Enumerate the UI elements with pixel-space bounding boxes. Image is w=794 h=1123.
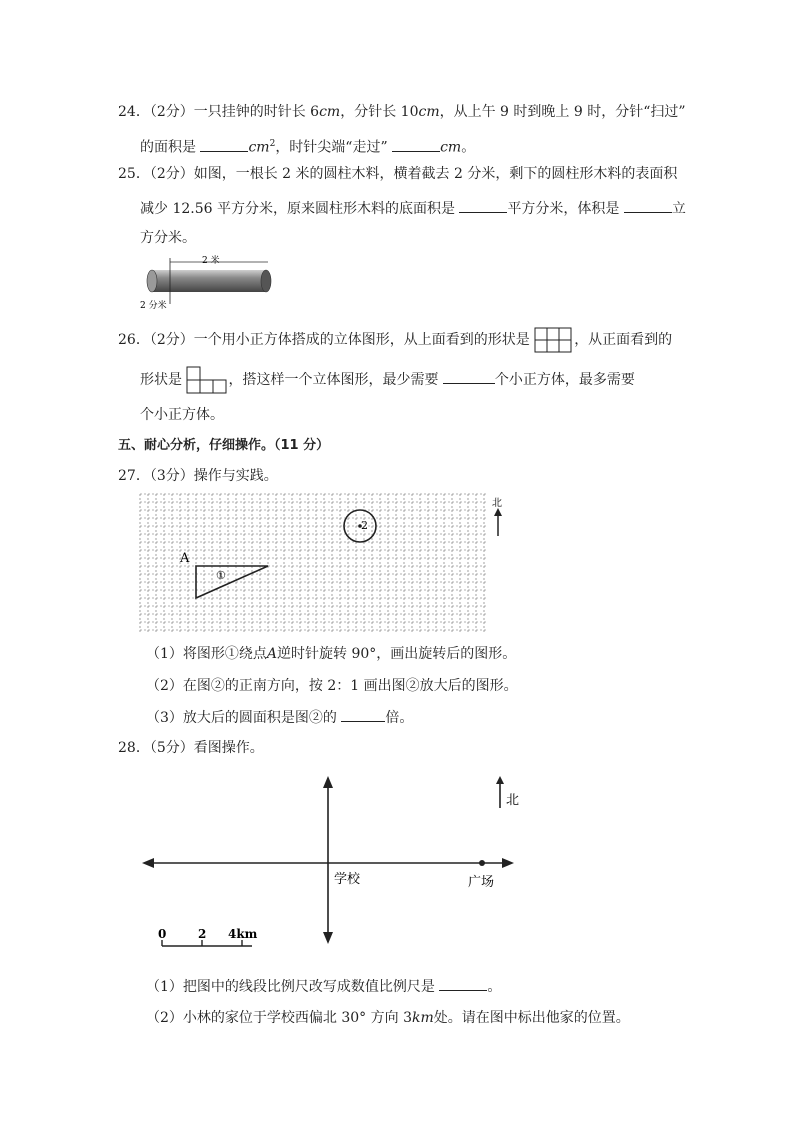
q25-line2: 减少 12.56 平方分米，原来圆柱形木料的底面积是 平方分米，体积是 立 xyxy=(140,198,686,219)
q27-step1: （1）将图形①绕点A逆时针旋转 90°，画出旋转后的图形。 xyxy=(146,646,517,662)
cylinder-right-end xyxy=(261,270,271,292)
top-view-icon xyxy=(534,327,574,353)
front-view-icon xyxy=(186,366,228,394)
answer-blank[interactable] xyxy=(341,707,385,722)
cylinder-left-end xyxy=(147,270,157,292)
q26-line1: 26．（2分）一个用小正方体搭成的立体图形，从上面看到的形状是 ，从正面看到的 xyxy=(118,327,672,353)
q28-step2: （2）小林的家位于学校西偏北 30° 方向 3km处。请在图中标出他家的位置。 xyxy=(146,1010,630,1026)
map-figure xyxy=(140,768,526,960)
grid-figure xyxy=(140,494,500,636)
answer-blank[interactable] xyxy=(439,976,487,991)
north-arrow-icon xyxy=(496,776,504,784)
q25-line3: 方分米。 xyxy=(140,230,196,246)
scale-label-0: 0 xyxy=(158,927,167,941)
q26-line2: 形状是 ，搭这样一个立体图形，最少需要 个小正方体，最多需要 xyxy=(140,366,635,394)
label-2m: 2 米 xyxy=(202,256,220,266)
answer-blank[interactable] xyxy=(459,198,507,213)
answer-blank[interactable] xyxy=(624,198,672,213)
point-a-label: A xyxy=(180,551,190,566)
square-point xyxy=(479,860,485,866)
q28-title: 28．（5分）看图操作。 xyxy=(118,740,264,756)
scale-label-2: 2 xyxy=(198,927,207,941)
cylinder-figure xyxy=(140,252,280,312)
q24-line1: 24．（2分）一只挂钟的时针长 6cm，分针长 10cm，从上午 9 时到晚上 9 时，分针“扫过” xyxy=(118,104,686,120)
school-label: 学校 xyxy=(334,872,361,887)
square-label: 广场 xyxy=(468,875,495,890)
section-title: 五、耐心分析，仔细操作。（11 分） xyxy=(118,438,330,453)
north-axis-arrow-icon xyxy=(323,776,333,788)
north-arrow-icon xyxy=(494,508,502,516)
east-arrow-icon xyxy=(502,858,514,868)
north-label: 北 xyxy=(492,498,502,509)
answer-blank[interactable] xyxy=(392,137,440,152)
north-label: 北 xyxy=(506,793,520,808)
q25-line1: 25．（2分）如图，一根长 2 米的圆柱木料，横着截去 2 分米，剩下的圆柱形木料的表面积 xyxy=(118,166,678,182)
label-2dm: 2 分米 xyxy=(140,301,167,311)
cylinder-body xyxy=(152,270,266,292)
q26-line3: 个小正方体。 xyxy=(140,407,224,423)
west-arrow-icon xyxy=(142,858,154,868)
south-axis-arrow-icon xyxy=(323,932,333,944)
grid-lines xyxy=(140,494,488,632)
q27-step2: （2）在图②的正南方向，按 2：1 画出图②放大后的图形。 xyxy=(146,678,518,694)
shape-1-label: ① xyxy=(216,569,226,582)
q27-step3: （3）放大后的圆面积是图②的 倍。 xyxy=(146,707,413,728)
q27-title: 27．（3分）操作与实践。 xyxy=(118,468,278,484)
q28-step1: （1）把图中的线段比例尺改写成数值比例尺是 。 xyxy=(146,976,501,997)
shape-2-label: 2 xyxy=(361,519,368,532)
q24-line2: 的面积是 $cm^2$，时针尖端“走过” cm。 xyxy=(140,134,475,158)
answer-blank[interactable] xyxy=(443,369,495,384)
answer-blank[interactable] xyxy=(200,137,248,152)
scale-label-4km: 4km xyxy=(228,927,258,941)
